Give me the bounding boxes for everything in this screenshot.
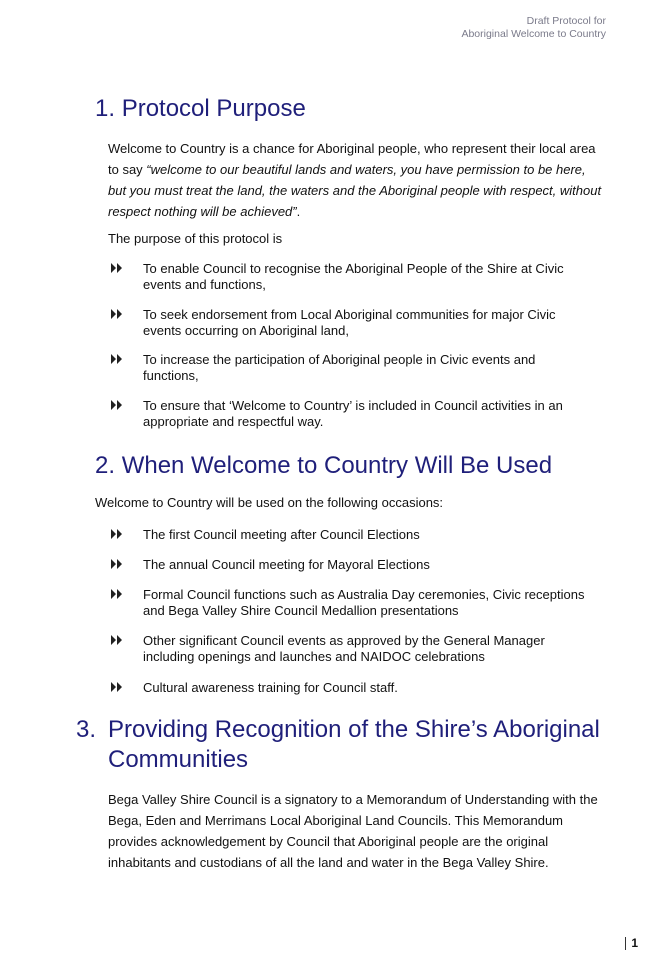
- bullet-text: To increase the participation of Aboriginal people in Civic events and functions,: [143, 352, 536, 383]
- bullet-text: Other significant Council events as approved by the General Manager including openings and launches and NAIDOC celebrations: [143, 633, 545, 664]
- double-chevron-right-icon: [110, 634, 124, 646]
- double-chevron-right-icon: [110, 353, 124, 365]
- double-chevron-right-icon: [110, 588, 124, 600]
- running-header: [461, 15, 606, 41]
- double-chevron-right-icon: [110, 308, 124, 320]
- section-1-number: 1.: [95, 95, 116, 122]
- bullet-text: Cultural awareness training for Council staff.: [143, 680, 398, 695]
- bullet-text: Formal Council functions such as Australia Day ceremonies, Civic receptions and Bega Valley Shire Council Medallion presentations: [143, 587, 585, 618]
- double-chevron-right-icon: [110, 528, 124, 540]
- section-3-heading: [76, 715, 636, 775]
- section-1-heading: [95, 94, 306, 124]
- section-3-number: 3.: [76, 716, 97, 743]
- bullet-text: To enable Council to recognise the Aboriginal People of the Shire at Civic events and functions,: [143, 261, 564, 292]
- double-chevron-right-icon: [110, 399, 124, 411]
- section-1-intro: [108, 138, 604, 222]
- bullet-text: To seek endorsement from Local Aboriginal communities for major Civic events occurring on Aboriginal land,: [143, 307, 556, 338]
- bullet-text: To ensure that ‘Welcome to Country’ is included in Council activities in an appropriate and respectful way.: [143, 398, 563, 429]
- section-2-number: 2.: [95, 452, 116, 479]
- section-2-title: When Welcome to Country Will Be Used: [121, 452, 553, 479]
- section-3-title-line-1: Providing Recognition of the Shire’s Aboriginal: [108, 716, 600, 743]
- section-1-title: Protocol Purpose: [121, 95, 306, 122]
- intro-plain-text: Welcome to Country is a chance for Aboriginal people, who represent their local area to say: [108, 141, 596, 177]
- double-chevron-right-icon: [110, 558, 124, 570]
- header-line-2: Aboriginal Welcome to Country: [461, 28, 606, 40]
- section-3-title-line-2: Communities: [108, 746, 249, 773]
- section-2-heading: [95, 451, 552, 481]
- intro-end-text: .: [296, 204, 301, 219]
- section-3-body: Bega Valley Shire Council is a signatory to a Memorandum of Understanding with the Bega, Eden and Merrimans Local Aboriginal Land Councils. This Memorandum provides acknowledgement by Council that Aboriginal people are the original inhabitants and custodians of all the land and water in the Bega Valley Shire.: [108, 792, 598, 870]
- double-chevron-right-icon: [110, 681, 124, 693]
- header-line-1: Draft Protocol for: [526, 15, 606, 27]
- bullet-text: The first Council meeting after Council Elections: [143, 527, 420, 542]
- intro-quote-text: “welcome to our beautiful lands and waters, you have permission to be here, but you must treat the land, the waters and the Aboriginal people with respect, without respect nothing will be achieved”: [108, 162, 602, 219]
- section-2-lead: Welcome to Country will be used on the following occasions:: [95, 495, 444, 510]
- section-1-lead: The purpose of this protocol is: [108, 231, 283, 246]
- double-chevron-right-icon: [110, 262, 124, 274]
- bullet-text: The annual Council meeting for Mayoral Elections: [143, 557, 430, 572]
- page-number: 1: [625, 937, 638, 950]
